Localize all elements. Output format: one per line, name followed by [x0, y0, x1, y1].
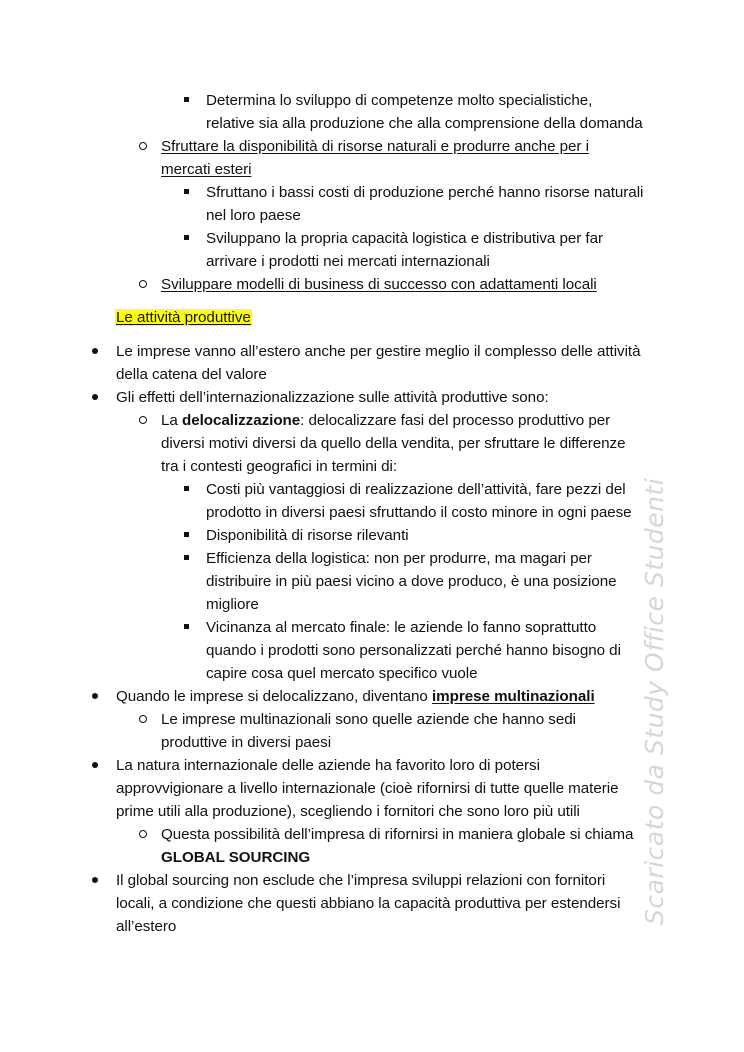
- dot-bullet-icon: [92, 394, 98, 400]
- text-run: : delocalizzare fasi del processo produttivo per: [300, 412, 611, 429]
- list-item-text: Questa possibilità dell’impresa di rifornirsi in maniera globale si chiama: [161, 826, 634, 843]
- list-item-text: della catena del valore: [116, 366, 267, 383]
- circle-bullet-icon: [139, 142, 147, 150]
- square-bullet-icon: [184, 555, 189, 560]
- list-item-text: Sfruttano i bassi costi di produzione perché hanno risorse naturali: [206, 184, 644, 201]
- list-item-text: [116, 685, 595, 708]
- list-item-text: prodotto in diversi paesi sfruttando il costo minore in ogni paese: [206, 504, 632, 521]
- section-title-text: Le attività produttive: [116, 309, 251, 326]
- square-bullet-icon: [184, 624, 189, 629]
- list-item-text: Determina lo sviluppo di competenze molto specialistiche,: [206, 92, 593, 109]
- dot-bullet-icon: [92, 348, 98, 354]
- watermark: Scaricato da Study Office Studenti: [640, 477, 669, 925]
- list-item-text: produttive in diversi paesi: [161, 734, 332, 751]
- list-item-text: Il global sourcing non esclude che l’impresa sviluppi relazioni con fornitori: [116, 872, 606, 889]
- list-item-text: relative sia alla produzione che alla comprensione della domanda: [206, 115, 643, 132]
- text-run: La: [161, 412, 182, 429]
- list-item-text: distribuire in più paesi vicino a dove produco, è una posizione: [206, 573, 617, 590]
- list-item-text: Le imprese vanno all’estero anche per gestire meglio il complesso delle attività: [116, 343, 641, 360]
- list-item-heading: Sviluppare modelli di business di successo con adattamenti locali: [161, 276, 597, 293]
- list-item-text: Costi più vantaggiosi di realizzazione dell’attività, fare pezzi del: [206, 481, 626, 498]
- bold-term: imprese multinazionali: [432, 688, 595, 705]
- list-item-text: [161, 409, 610, 432]
- circle-bullet-icon: [139, 280, 147, 288]
- circle-bullet-icon: [139, 416, 147, 424]
- list-item-text: diversi motivi diversi da quello della vendita, per sfruttare le differenze: [161, 435, 626, 452]
- bold-term: delocalizzazione: [181, 412, 301, 429]
- list-item-text: Le imprese multinazionali sono quelle aziende che hanno sedi: [161, 711, 576, 728]
- section-title: [115, 306, 252, 329]
- text-run: Quando le imprese si delocalizzano, diventano: [116, 688, 432, 705]
- list-item-heading: mercati esteri: [161, 161, 252, 178]
- list-item-text: arrivare i prodotti nei mercati internazionali: [206, 253, 490, 270]
- list-item-text: all’estero: [116, 918, 177, 935]
- circle-bullet-icon: [139, 830, 147, 838]
- list-item-text: locali, a condizione che questi abbiano la capacità produttiva per estendersi: [116, 895, 621, 912]
- list-item-text: approvvigionare a livello internazionale (cioè rifornirsi di tutte quelle materie: [116, 780, 619, 797]
- square-bullet-icon: [184, 97, 189, 102]
- list-item-text: Sviluppano la propria capacità logistica e distributiva per far: [206, 230, 604, 247]
- dot-bullet-icon: [92, 693, 98, 699]
- list-item-text: Efficienza della logistica: non per produrre, ma magari per: [206, 550, 592, 567]
- list-item-text: Disponibilità di risorse rilevanti: [206, 527, 409, 544]
- list-item-text: Gli effetti dell’internazionalizzazione sulle attività produttive sono:: [116, 389, 549, 406]
- list-item-text: capire cosa quel mercato specifico vuole: [206, 665, 478, 682]
- list-item-text: Vicinanza al mercato finale: le aziende lo fanno soprattutto: [206, 619, 597, 636]
- list-item-text: GLOBAL SOURCING: [161, 849, 311, 866]
- list-item-heading: Sfruttare la disponibilità di risorse naturali e produrre anche per i: [161, 138, 589, 155]
- list-item-text: prime utili alla produzione), scegliendo i fornitori che sono loro più utili: [116, 803, 580, 820]
- square-bullet-icon: [184, 486, 189, 491]
- square-bullet-icon: [184, 532, 189, 537]
- list-item-text: migliore: [206, 596, 259, 613]
- list-item-text: quando i prodotti sono personalizzati perché hanno bisogno di: [206, 642, 621, 659]
- dot-bullet-icon: [92, 762, 98, 768]
- square-bullet-icon: [184, 189, 189, 194]
- square-bullet-icon: [184, 235, 189, 240]
- circle-bullet-icon: [139, 715, 147, 723]
- list-item-text: tra i contesti geografici in termini di:: [161, 458, 398, 475]
- list-item-text: nel loro paese: [206, 207, 301, 224]
- list-item-text: La natura internazionale delle aziende ha favorito loro di potersi: [116, 757, 540, 774]
- dot-bullet-icon: [92, 877, 98, 883]
